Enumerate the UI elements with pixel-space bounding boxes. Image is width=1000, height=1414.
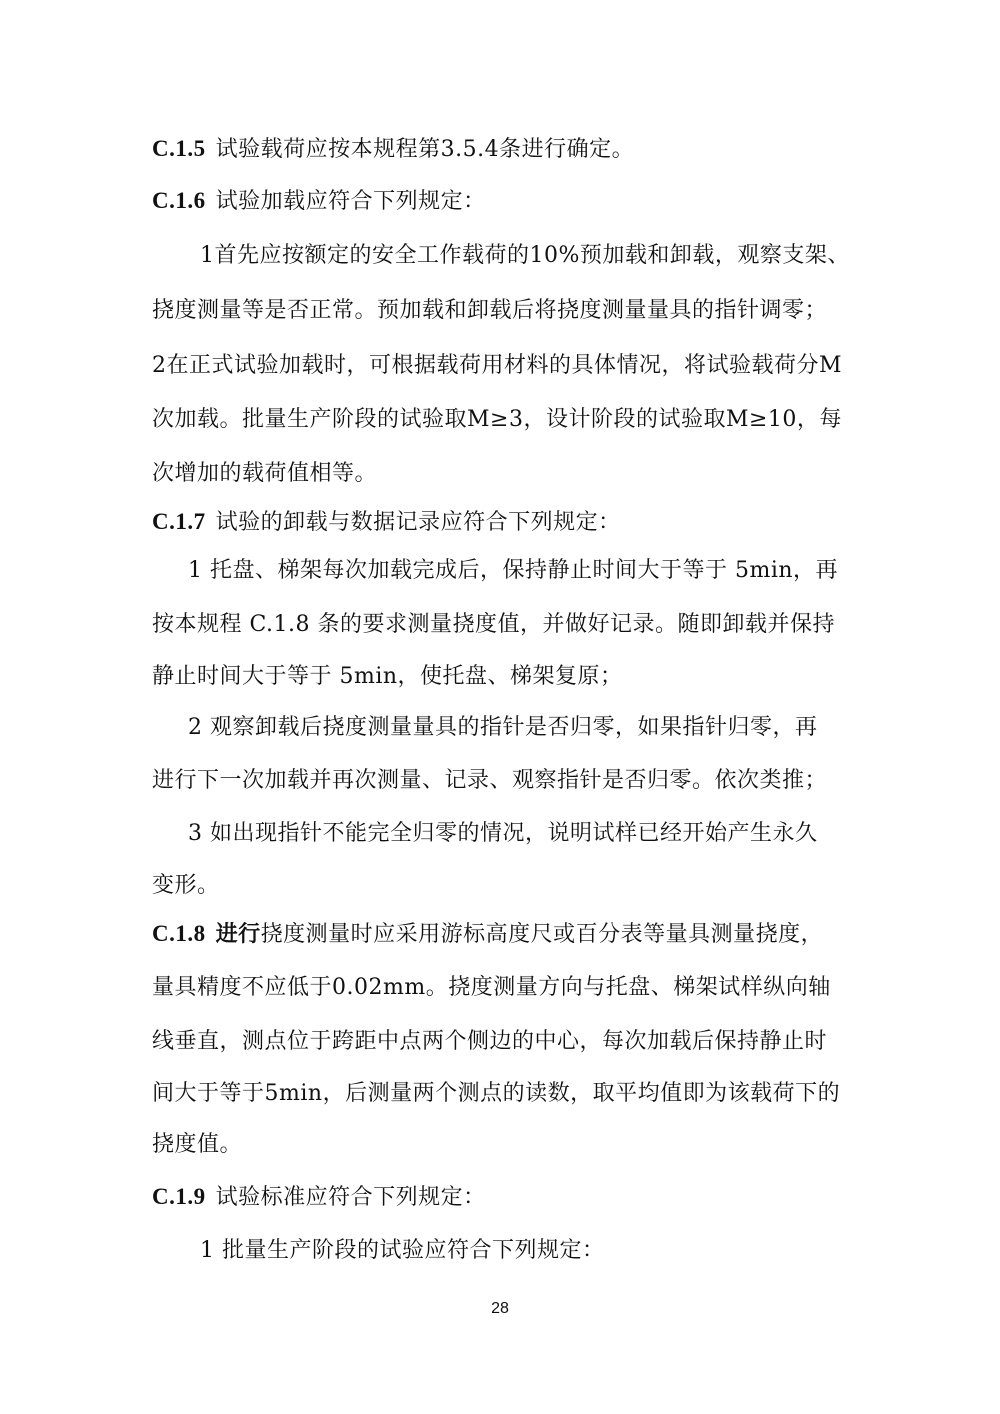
paragraph-line: 1首先应按额定的安全工作载荷的10%预加载和卸载，观察支架、 [200,243,850,268]
clause-c-1-7 [152,506,621,539]
clause-text: 试验标准应符合下列规定： [215,1185,486,1210]
clause-c-1-8 [152,918,823,951]
clause-c-1-5 [152,133,634,166]
paragraph-line: 线垂直，测点位于跨距中点两个侧边的中心，每次加载后保持静止时 [152,1029,828,1054]
paragraph-line: 2在正式试验加载时，可根据载荷用材料的具体情况，将试验载荷分M [152,353,843,378]
paragraph-line: 1 批量生产阶段的试验应符合下列规定： [200,1238,605,1263]
paragraph-line: 3 如出现指针不能完全归零的情况，说明试样已经开始产生永久 [188,821,818,846]
clause-text: 试验载荷应按本规程第3.5.4条进行确定。 [215,137,635,162]
paragraph-line: 2 观察卸载后挠度测量量具的指针是否归零，如果指针归零，再 [188,715,818,740]
paragraph-line: 1 托盘、梯架每次加载完成后，保持静止时间大于等于 5min，再 [188,558,839,583]
paragraph-line: 次加载。批量生产阶段的试验取M≥3，设计阶段的试验取M≥10，每 [152,407,842,432]
paragraph-line: 静止时间大于等于 5min，使托盘、梯架复原； [152,664,623,689]
paragraph-line: 挠度值。 [152,1132,243,1157]
clause-number: C.1.5 [152,136,206,161]
clause-c-1-9 [152,1181,486,1214]
clause-number: C.1.7 [152,509,206,534]
paragraph-line: 间大于等于5min，后测量两个测点的读数，取平均值即为该载荷下的 [152,1081,841,1106]
clause-number: C.1.9 [152,1184,206,1209]
clause-text: 试验加载应符合下列规定： [215,189,486,214]
paragraph-line: 量具精度不应低于0.02mm。挠度测量方向与托盘、梯架试样纵向轴 [152,975,831,1000]
clause-text: 挠度测量时应采用游标高度尺或百分表等量具测量挠度， [260,922,824,947]
clause-number: C.1.8 [152,921,206,946]
paragraph-line: 挠度测量等是否正常。预加载和卸载后将挠度测量量具的指针调零； [152,298,828,323]
clause-text: 试验的卸载与数据记录应符合下列规定： [215,510,621,535]
paragraph-line: 进行下一次加载并再次测量、记录、观察指针是否归零。依次类推； [152,768,828,793]
clause-lead-word: 进行 [215,921,261,947]
paragraph-line: 按本规程 C.1.8 条的要求测量挠度值，并做好记录。随即卸载并保持 [152,612,836,637]
clause-c-1-6 [152,185,486,218]
page-number: 28 [491,1300,509,1317]
paragraph-line: 变形。 [152,873,220,898]
paragraph-line: 次增加的载荷值相等。 [152,461,378,486]
clause-number: C.1.6 [152,188,206,213]
